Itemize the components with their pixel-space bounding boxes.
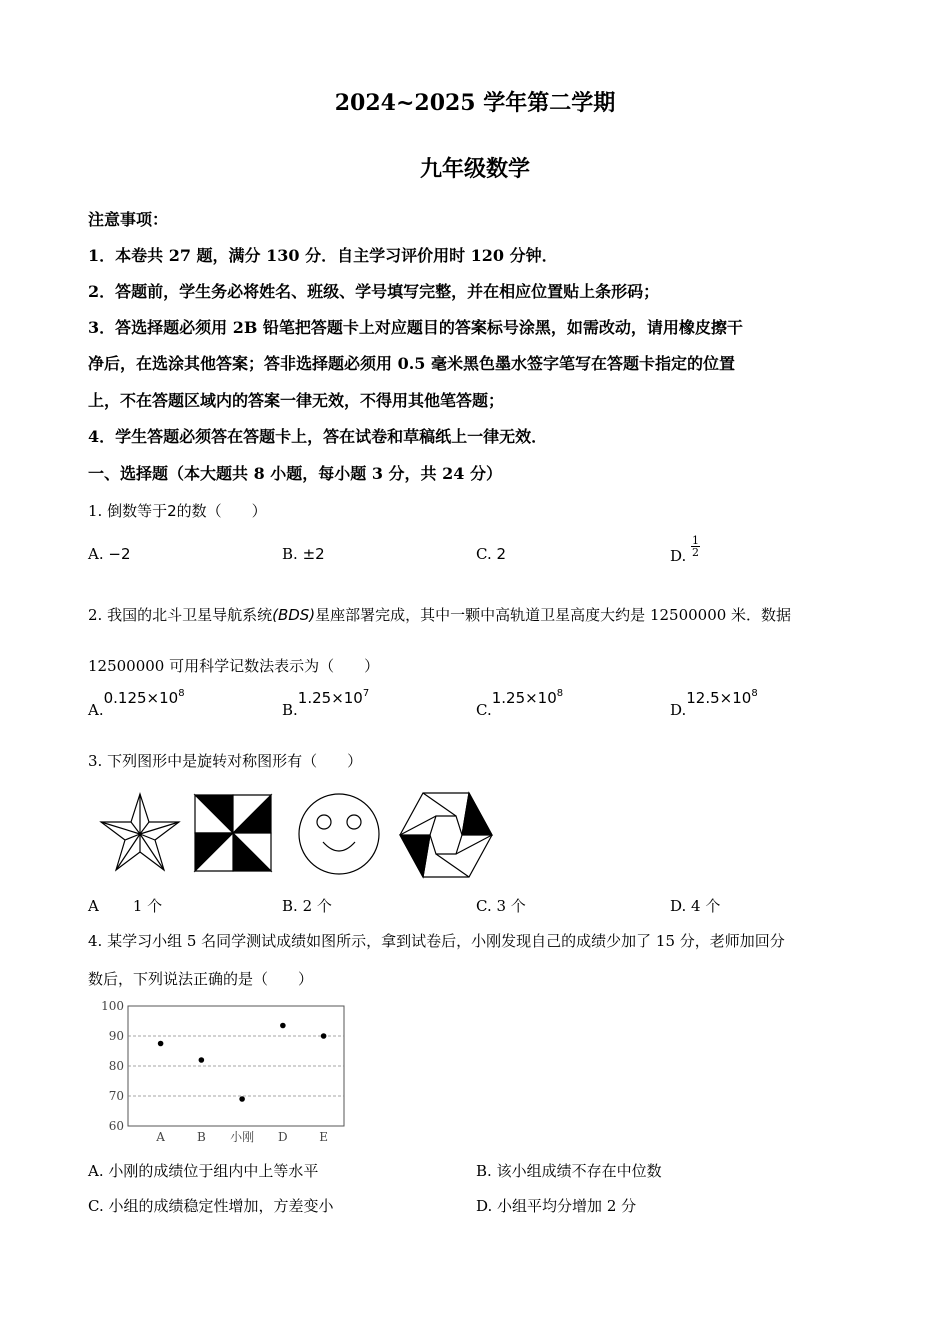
question-2-stem-line2: 12500000 可用科学记数法表示为（ ） [88,657,380,675]
question-2-stem [88,604,791,625]
q1-option-b[interactable] [282,545,325,563]
option-label: B. [476,1162,492,1180]
exam-title: 2024~2025 学年第二学期 [334,90,616,116]
option-label: D. [670,546,687,565]
q1-stem-text: 1. 倒数等于 [88,502,168,520]
y-tick-label: 70 [108,1089,124,1103]
option-value: 1 个 [132,897,163,915]
score-point [239,1096,245,1102]
notes-heading: 注意事项： [88,210,169,229]
q3-option-d[interactable] [670,895,720,916]
option-label: C. [476,701,492,719]
x-category-label: B [196,1130,206,1144]
y-tick-label: 90 [108,1029,124,1043]
option-value: ±2 [302,545,325,563]
q2-stem-text-end: 星座部署完成，其中一颗中高轨道卫星高度大约是 12500000 米．数据 [315,606,792,624]
score-point [280,1023,286,1029]
q1-stem-text-end: 的数（ ） [176,502,267,520]
option-value: 小组的成绩稳定性增加，方差变小 [108,1197,334,1215]
option-label: A. [88,701,104,719]
option-label: B. [282,897,298,915]
y-tick-label: 100 [101,999,124,1013]
x-category-label: E [319,1130,329,1144]
option-value: 该小组成绩不存在中位数 [496,1162,662,1180]
option-value: 小刚的成绩位于组内中上等水平 [108,1162,319,1180]
score-scatter-chart [96,996,356,1146]
question-1-stem [88,500,267,521]
note-item: 净后，在选涂其他答案；答非选择题必须用 0.5 毫米黑色墨水签字笔写在答题卡指定的位置 [88,354,735,373]
x-category-label: D [278,1130,288,1144]
subject-title: 九年级数学 [419,156,530,182]
q3-option-c[interactable] [476,895,526,916]
note-item: 上，不在答题区域内的答案一律无效，不得用其他笔答题； [88,391,505,410]
fraction-numerator: 1 [692,534,700,547]
option-label: D. [670,897,687,915]
option-base: 1.25×10 [491,689,557,707]
note-item: 3．答选择题必须用 2B 铅笔把答题卡上对应题目的答案标号涂黑，如需改动，请用橡皮擦干 [88,318,743,337]
section-heading: 一、选择题（本大题共 8 小题，每小题 3 分，共 24 分） [88,464,502,483]
option-label: C. [88,1197,104,1215]
smiley-figure [297,792,381,876]
q4-option-d[interactable] [476,1195,636,1216]
option-label: C. [476,545,492,563]
option-label: A. [88,1162,104,1180]
q2-stem-text: 2. 我国的北斗卫星导航系统 [88,606,273,624]
option-exponent: 8 [178,688,185,699]
option-exponent: 8 [751,688,758,699]
hexagon-figure [398,790,494,880]
option-value: −2 [108,545,131,563]
option-value: 2 [496,545,507,563]
score-point [158,1041,164,1047]
x-category-label: 小刚 [230,1130,255,1144]
option-label: A [88,897,99,915]
y-tick-label: 60 [108,1119,124,1133]
q3-option-b[interactable] [282,895,332,916]
option-label: B. [282,701,298,719]
option-value: 3 个 [496,897,526,915]
y-tick-label: 80 [108,1059,124,1073]
star-figure [98,792,182,874]
q1-stem-math: 2 [167,502,177,520]
note-item: 2．答题前，学生务必将姓名、班级、学号填写完整，并在相应位置贴上条形码； [88,282,660,301]
option-value: 小组平均分增加 2 分 [497,1197,637,1215]
q1-option-d[interactable] [670,534,700,565]
option-value: 2 个 [302,897,332,915]
option-base: 0.125×10 [103,689,179,707]
option-exponent: 7 [362,688,370,699]
option-label: B. [282,545,298,563]
question-3-stem: 3. 下列图形中是旋转对称图形有（ ） [88,752,363,770]
question-4-stem: 4. 某学习小组 5 名同学测试成绩如图所示，拿到试卷后，小刚发现自己的成绩少加了 15 分，老师加回分 [88,932,785,950]
option-label: C. [476,897,492,915]
score-point [199,1057,205,1063]
option-label: D. [476,1197,493,1215]
note-item: 1．本卷共 27 题，满分 130 分．自主学习评价用时 120 分钟． [88,246,558,265]
option-label: D. [670,701,687,719]
fraction-denominator: 2 [692,546,700,559]
q4-option-c[interactable] [88,1195,334,1216]
q3-option-a[interactable] [88,895,162,916]
question-4-stem-line2: 数后，下列说法正确的是（ ） [88,970,314,988]
q4-option-b[interactable] [476,1160,662,1181]
q2-stem-math: (BDS) [272,606,316,624]
option-base: 12.5×10 [686,689,752,707]
q1-option-c[interactable] [476,545,506,563]
fraction [691,535,700,558]
pinwheel-figure [193,793,273,873]
option-value: 4 个 [691,897,721,915]
score-point [321,1033,327,1039]
option-label: A. [88,545,104,563]
note-item: 4．学生答题必须答在答题卡上，答在试卷和草稿纸上一律无效． [88,427,548,446]
x-category-label: A [156,1130,165,1144]
option-exponent: 8 [556,688,564,699]
q1-option-a[interactable] [88,545,131,563]
q4-option-a[interactable] [88,1160,318,1181]
option-base: 1.25×10 [297,689,363,707]
